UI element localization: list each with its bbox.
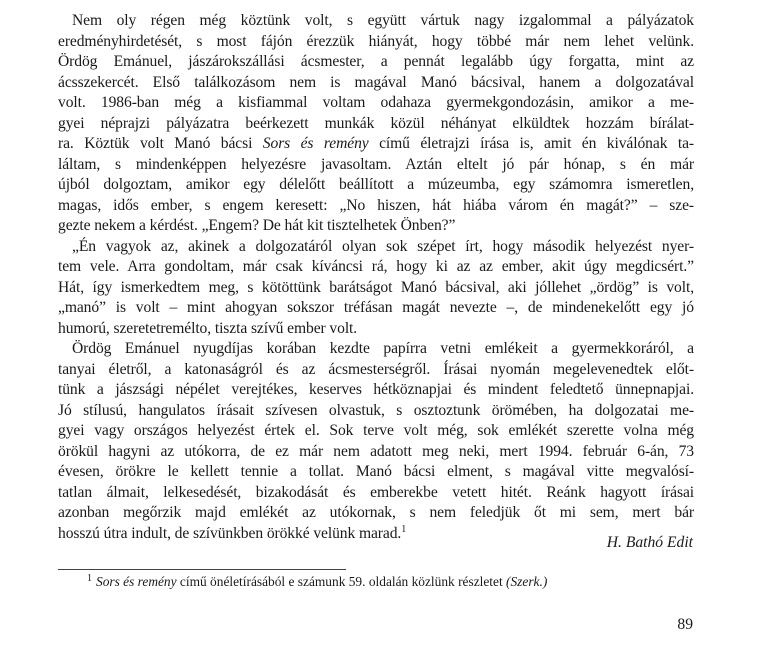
article-body (58, 11, 694, 544)
text-line (58, 196, 694, 217)
text-segment: Hát, így ismerkedtem meg, s kötöttünk barátságot Manó bácsival, aki jóllehet „ördög” is volt, (58, 278, 694, 296)
text-line (58, 421, 694, 442)
text-line (58, 216, 694, 237)
text-segment: gyei vagy országos helyezést értek el. Sok terve volt még, sok emlékét szerette volna még (58, 422, 694, 439)
text-line (58, 339, 694, 360)
text-line (58, 237, 694, 258)
text-line (58, 401, 694, 422)
text-segment: gezte nekem a kérdést. „Engem? De hát kit tisztelhetek Önben?” (58, 217, 456, 234)
footnote-marker: 1 (87, 573, 92, 584)
text-segment: gyei néprajzi pályázatra beérkezett munkák közül néhányat elküldtek hozzám bírálat- (58, 114, 694, 132)
footnote (87, 574, 547, 590)
text-segment: tanyai életről, a katonaságról és az ácsmesterségről. Írásai nyomán megelevenedtek előt- (58, 360, 694, 378)
text-segment: tünk a jászsági népélet verejtékes, keserves hétköznapjai és mindent feledtető ünnepnapjai. (58, 381, 694, 398)
text-segment: „Én vagyok az, akinek a dolgozatáról olyan sok szépet írt, hogy második helyezést nyer- (72, 237, 694, 255)
text-line (58, 93, 694, 114)
text-segment: újból dolgoztam, amikor egy délelőtt beállított a múzeumba, egy számomra ismeretlen, (58, 176, 694, 193)
text-line (58, 524, 694, 545)
text-segment: „manó” is volt – mint ahogyan sokszor tréfásan magát nevezte –, de mindenekelőtt egy jó (58, 299, 694, 316)
text-line (58, 52, 694, 73)
text-line (58, 175, 694, 196)
text-line (58, 11, 694, 32)
text-segment: Nem oly régen még köztünk volt, s együtt vártuk nagy izgalommal a pályázatok (72, 12, 694, 29)
work-title: Sors és remény (262, 135, 369, 152)
text-line (58, 360, 694, 381)
footnote-reference: 1 (401, 523, 407, 535)
footnote-work-title: Sors és remény (96, 574, 177, 589)
footnote-editor-note: (Szerk.) (506, 574, 548, 589)
text-segment: humorú, szeretetremélto, tiszta szívű ember volt. (58, 319, 358, 337)
text-segment: eredményhirdetését, s most fájón érezzük hiányát, hogy többé már nem lehet velünk. (58, 32, 694, 50)
text-segment: ácsszekercét. Első találkozásom nem is magával Manó bácsival, hanem a dolgozatával (58, 73, 694, 91)
text-line (58, 319, 694, 340)
footnote-text: című önéletírásából e számunk 59. oldalán közlünk részletet (176, 574, 507, 589)
page-number: 89 (677, 616, 693, 633)
author-signature: H. Bathó Edit (606, 534, 693, 551)
text-segment: című életrajzi írása is, amit én kiválónak ta- (368, 135, 695, 152)
text-line (58, 298, 694, 319)
text-segment: Ördög Emánuel nyugdíjas korában kezdte papírra vetni emlékeit a gyermekkoráról, a (72, 340, 694, 357)
text-segment: ra. Köztük volt Manó bácsi (58, 135, 263, 152)
text-segment: volt. 1986-ban még a kisfiammal voltam odahaza gyermekgondozásin, amikor a me- (58, 94, 694, 111)
text-segment: Jó stílusú, hangulatos írásait szívesen olvastuk, s osztoztunk örömében, ha dolgozatai me- (58, 401, 694, 419)
text-segment: azonban megőrzik majd emlékét az utókornak, s nem feledjük őt mi sem, mert bár (58, 504, 694, 521)
text-line (58, 114, 694, 135)
text-line (58, 442, 694, 463)
text-segment: Ördög Emánuel, jászárokszállási ácsmester, a pennát legalább úgy forgatta, mint az (58, 53, 694, 70)
text-segment: örökül hagyni az utókorra, de ez már nem adatott meg neki, mert 1994. február 6-án, 73 (58, 442, 694, 460)
text-segment: évesen, örökre le kellett tennie a tollat. Manó bácsi elment, s magával vitte megvalósí- (58, 463, 694, 480)
text-line (58, 155, 694, 176)
text-line (58, 483, 694, 504)
text-line (58, 462, 694, 483)
text-line (58, 503, 694, 524)
text-line (58, 73, 694, 94)
text-segment: láltam, s mindenképpen helyezésre javasoltam. Aztán eltelt jó pár hónap, s én már (58, 155, 694, 173)
text-segment: hosszú útra indult, de szívünkben örökké velünk marad. (58, 524, 402, 542)
text-line (58, 134, 694, 155)
text-segment: magas, idős ember, s engem keresett: „No hiszen, hát hiába várom én magát?” – sze- (58, 196, 694, 214)
text-segment: tem vele. Arra gondoltam, már csak kíváncsi rá, hogy ki az az ember, akit úgy megdicsért.” (58, 258, 694, 275)
text-line (58, 257, 694, 278)
text-line (58, 278, 694, 299)
text-line (58, 32, 694, 53)
text-line (58, 380, 694, 401)
text-segment: tatlan álmait, lelkesedését, bizakodását és emberekbe vetett hitét. Reánk hagyott írásai (58, 483, 694, 501)
footnote-divider (58, 569, 346, 570)
